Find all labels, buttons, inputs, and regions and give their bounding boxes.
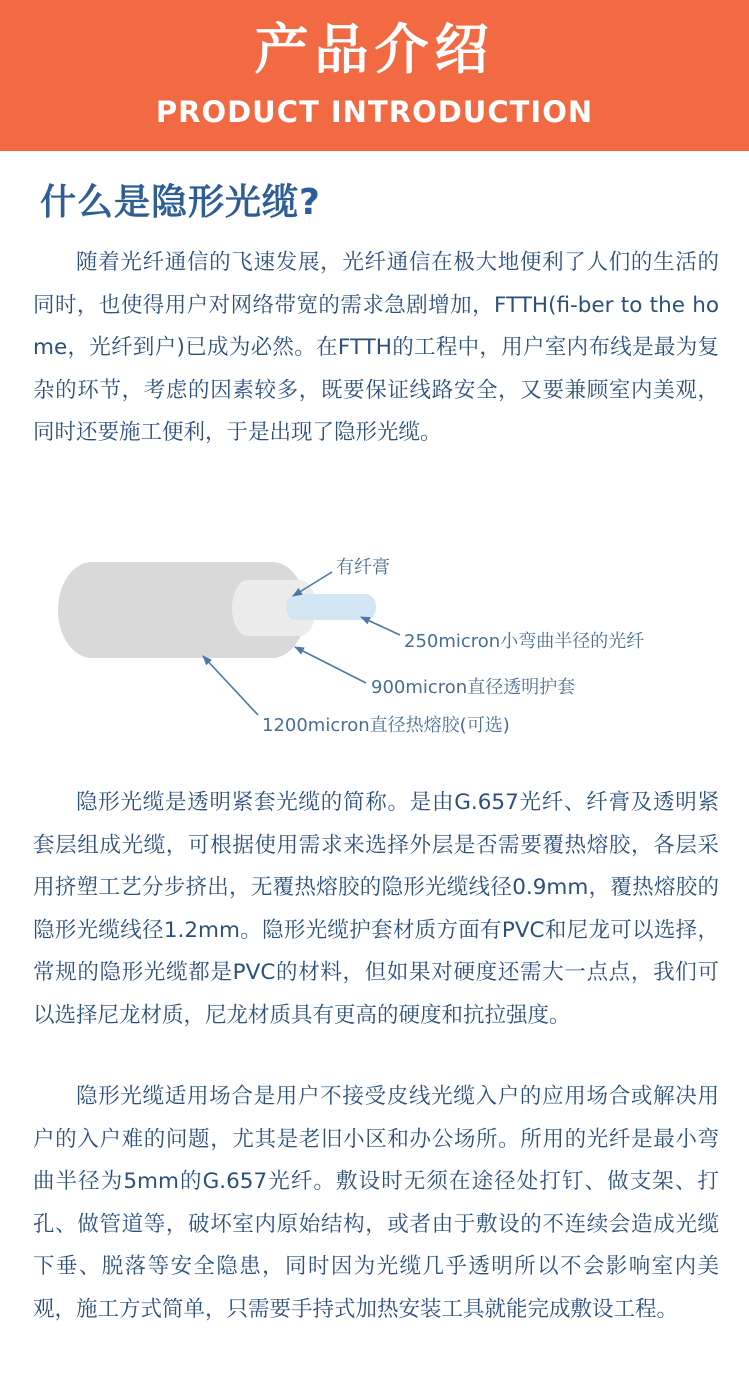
fiber-core (286, 594, 376, 620)
label-fiber: 250micron小弯曲半径的光纤 (404, 631, 645, 652)
arrow-hot-melt (203, 656, 258, 715)
header-title-english: PRODUCT INTRODUCTION (155, 95, 594, 129)
label-hot-melt: 1200micron直径热熔胶(可选) (262, 715, 510, 736)
header-title-chinese: 产品介绍 (254, 18, 495, 81)
section-title: 什么是隐形光缆? (40, 182, 321, 223)
arrow-fiber (361, 617, 400, 635)
structure-paragraph: 隐形光缆是透明紧套光缆的简称。是由G.657光纤、纤膏及透明紧套层组成光缆，可根据使用需求来选择外层是否需要覆热熔胶，各层采用挤塑工艺分步挤出，无覆热熔胶的隐形光缆线径0.9mm，覆热熔胶的隐形光缆线径1.2mm。隐形光缆护套材质方面有PVC和尼龙可以选择，常规的隐形光缆都是PVC的材料，但如果对硬度还需大一点点，我们可以选择尼龙材质，尼龙材质具有更高的硬度和抗拉强度。 (33, 790, 719, 1028)
intro-paragraph: 随着光纤通信的飞速发展，光纤通信在极大地便利了人们的生活的同时，也使得用户对网络带宽的需求急剧增加，FTTH(fi-ber to the home，光纤到户)已成为必然。在FTTH的工程中，用户室内布线是最为复杂的环节，考虑的因素较多，既要保证线路安全，又要兼顾室内美观，同时还要施工便利，于是出现了隐形光缆。 (33, 250, 719, 445)
application-paragraph: 隐形光缆适用场合是用户不接受皮线光缆入户的应用场合或解决用户的入户难的问题，尤其是老旧小区和办公场所。所用的光纤是最小弯曲半径为5mm的G.657光纤。敷设时无须在途径处打钉、做支架、打孔、做管道等，破坏室内原始结构，或者由于敷设的不连续会造成光缆下垂、脱落等安全隐患，同时因为光缆几乎透明所以不会影响室内美观，施工方式简单，只需要手持式加热安装工具就能完成敷设工程。 (33, 1084, 719, 1322)
cable-cross-section-diagram (0, 540, 749, 760)
label-buffer: 900micron直径透明护套 (371, 677, 576, 698)
label-gel: 有纤膏 (336, 557, 390, 578)
page-header (0, 0, 749, 151)
arrow-buffer (295, 647, 366, 683)
